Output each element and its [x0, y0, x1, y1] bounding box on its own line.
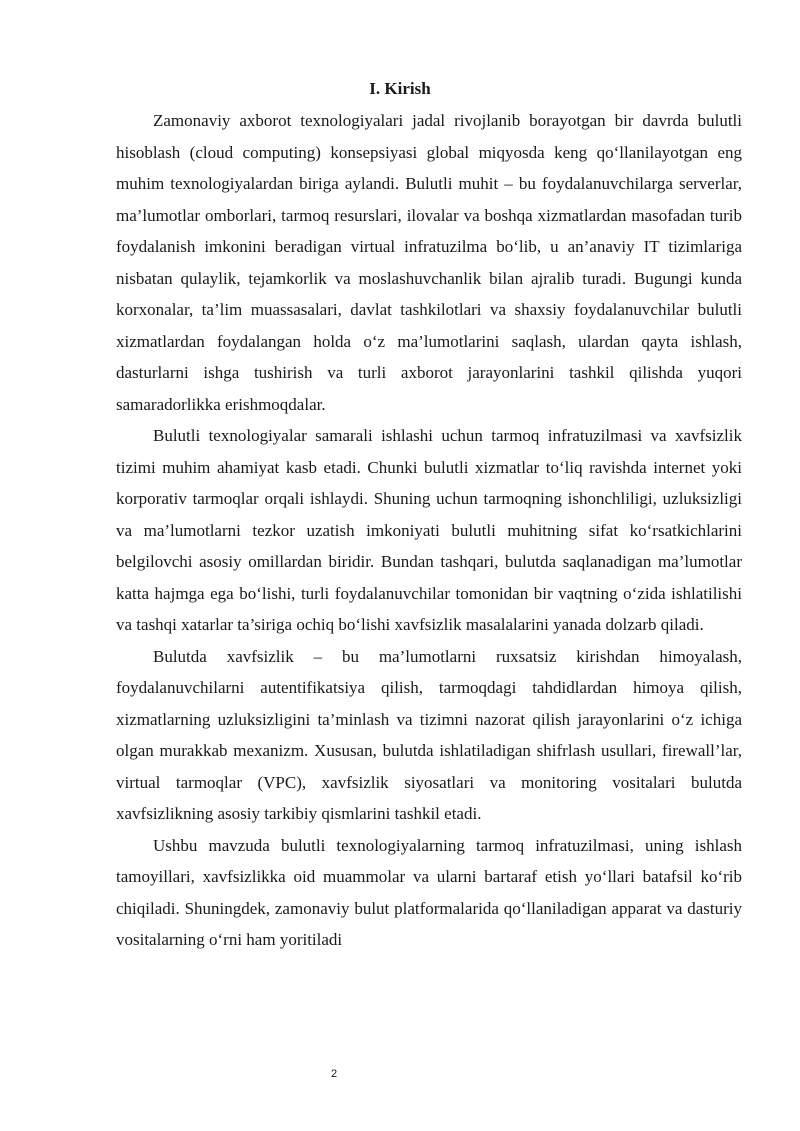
section-heading: I. Kirish — [369, 79, 431, 98]
paragraph-3: Bulutda xavfsizlik – bu ma’lumotlarni ruxsatsiz kirishdan himoyalash, foydalanuvchilarni autentifikatsiya qilish, tarmoqdagi tahdidlardan himoya qilish, xizmatlarning uzluksizligini ta’minlash va tizimni nazorat qilish jarayonlarini o‘z ichiga olgan murakkab mexanizm. Xususan, bulutda ishlatiladigan shifrlash usullari, firewall’lar, virtual tarmoqlar (VPC), xavfsizlik siyosatlari va monitoring vositalari bulutda xavfsizlikning asosiy tarkibiy qismlarini tashkil etadi. — [116, 646, 742, 823]
page-number: 2 — [330, 1068, 338, 1080]
paragraph-4: Ushbu mavzuda bulutli texnologiyalarning tarmoq infratuzilmasi, uning ishlash tamoyillari, xavfsizlikka oid muammolar va ularni bartaraf etish yo‘llari batafsil ko‘rib chiqiladi. Shuningdek, zamonaviy bulut platformalarida qo‘llaniladigan apparat va dasturiy vositalarning o‘rni ham yoritiladi — [116, 835, 742, 949]
body-text — [116, 105, 742, 956]
paragraph-1: Zamonaviy axborot texnologiyalari jadal rivojlanib borayotgan bir davrda bulutli hisoblash (cloud computing) konsepsiyasi global miqyosda keng qo‘llanilayotgan eng muhim texnologiyalardan biriga aylandi. Bulutli muhit – bu foydalanuvchilarga serverlar, ma’lumotlar omborlari, tarmoq resurslari, ilovalar va boshqa xizmatlardan masofadan turib foydalanish imkonini beradigan virtual infratuzilma bo‘lib, u an’anaviy IT tizimlariga nisbatan qulaylik, tejamkorlik va moslashuvchanlik bilan ajralib turadi. Bugungi kunda korxonalar, ta’lim muassasalari, davlat tashkilotlari va shaxsiy foydalanuvchilar bulutli xizmatlardan foydalangan holda o‘z ma’lumotlarini saqlash, ulardan qayta ishlash, dasturlarni ishga tushirish va turli axborot jarayonlarini tashkil qilishda yuqori samaradorlikka erishmoqdalar. — [116, 111, 742, 414]
paragraph-2: Bulutli texnologiyalar samarali ishlashi uchun tarmoq infratuzilmasi va xavfsizlik tizimi muhim ahamiyat kasb etadi. Chunki bulutli xizmatlar to‘liq ravishda internet yoki korporativ tarmoqlar orqali ishlaydi. Shuning uchun tarmoqning ishonchliligi, uzluksizligi va ma’lumotlarni tezkor uzatish imkoniyati bulutli muhitning sifat ko‘rsatkichlarini belgilovchi asosiy omillardan biridir. Bundan tashqari, bulutda saqlanadigan ma’lumotlar katta hajmga ega bo‘lishi, turli foydalanuvchilar tomonidan bir vaqtning o‘zida ishlatilishi va tashqi xatarlar ta’siriga ochiq bo‘lishi xavfsizlik masalalarini yanada dolzarb qiladi. — [116, 426, 742, 634]
